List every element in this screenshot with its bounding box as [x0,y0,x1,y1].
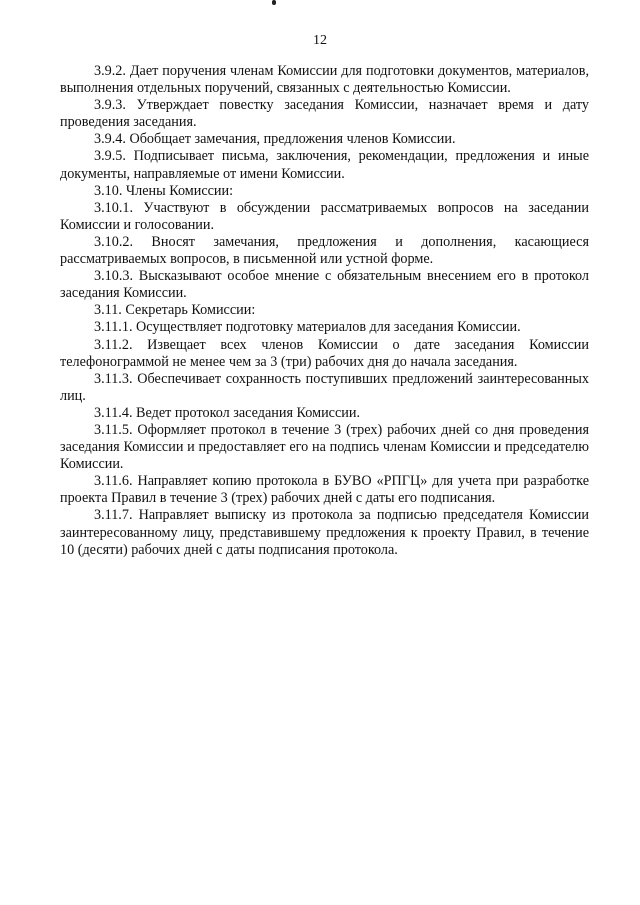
paragraph-3-11-6: 3.11.6. Направляет копию протокола в БУВО «РПГЦ» для учета при разработке проекта Правил в течение 3 (трех) рабочих дней с даты его подписания. [60,473,589,507]
paragraph-3-11-2: 3.11.2. Извещает всех членов Комиссии о дате заседания Комиссии телефонограммой не менее чем за 3 (три) рабочих дня до начала заседания. [60,336,589,370]
paragraph-3-10-3: 3.10.3. Высказывают особое мнение с обязательным внесением его в протокол заседания Комиссии. [60,268,589,302]
paragraph-3-9-5: 3.9.5. Подписывает письма, заключения, рекомендации, предложения и иные документы, направляемые от имени Комиссии. [60,148,589,182]
paragraph-3-11-4: 3.11.4. Ведет протокол заседания Комиссии. [94,404,361,421]
paragraph-3-11-1: 3.11.1. Осуществляет подготовку материалов для заседания Комиссии. [94,319,521,336]
section-heading-3-10: 3.10. Члены Комиссии: [94,182,234,199]
paragraph-3-10-2: 3.10.2. Вносят замечания, предложения и дополнения, касающиеся рассматриваемых вопросов, в письменной или устной форме. [60,233,589,268]
scan-mark [272,0,276,5]
section-heading-3-11: 3.11. Секретарь Комиссии: [94,302,256,319]
document-body [60,63,589,559]
paragraph-3-9-2: 3.9.2. Дает поручения членам Комиссии для подготовки документов, материалов, выполнения отдельных поручений, связанных с деятельностью Комиссии. [60,63,589,97]
paragraph-3-11-3: 3.11.3. Обеспечивает сохранность поступивших предложений заинтересованных лиц. [60,370,589,404]
page-number: 12 [313,33,327,48]
paragraph-3-11-5: 3.11.5. Оформляет протокол в течение 3 (трех) рабочих дней со дня проведения заседания Комиссии и предоставляет его на подпись членам Комиссии и председателю Комиссии. [60,421,589,473]
paragraph-3-10-1: 3.10.1. Участвуют в обсуждении рассматриваемых вопросов на заседании Комиссии и голосовании. [60,199,589,233]
paragraph-3-11-7: 3.11.7. Направляет выписку из протокола за подписью председателя Комиссии заинтересованному лицу, представившему предложения к проекту Правил, в течение 10 (десяти) рабочих дней с даты подписания протокола. [60,507,589,558]
paragraph-3-9-4: 3.9.4. Обобщает замечания, предложения членов Комиссии. [94,131,456,148]
paragraph-3-9-3: 3.9.3. Утверждает повестку заседания Комиссии, назначает время и дату проведения заседания. [60,97,589,131]
